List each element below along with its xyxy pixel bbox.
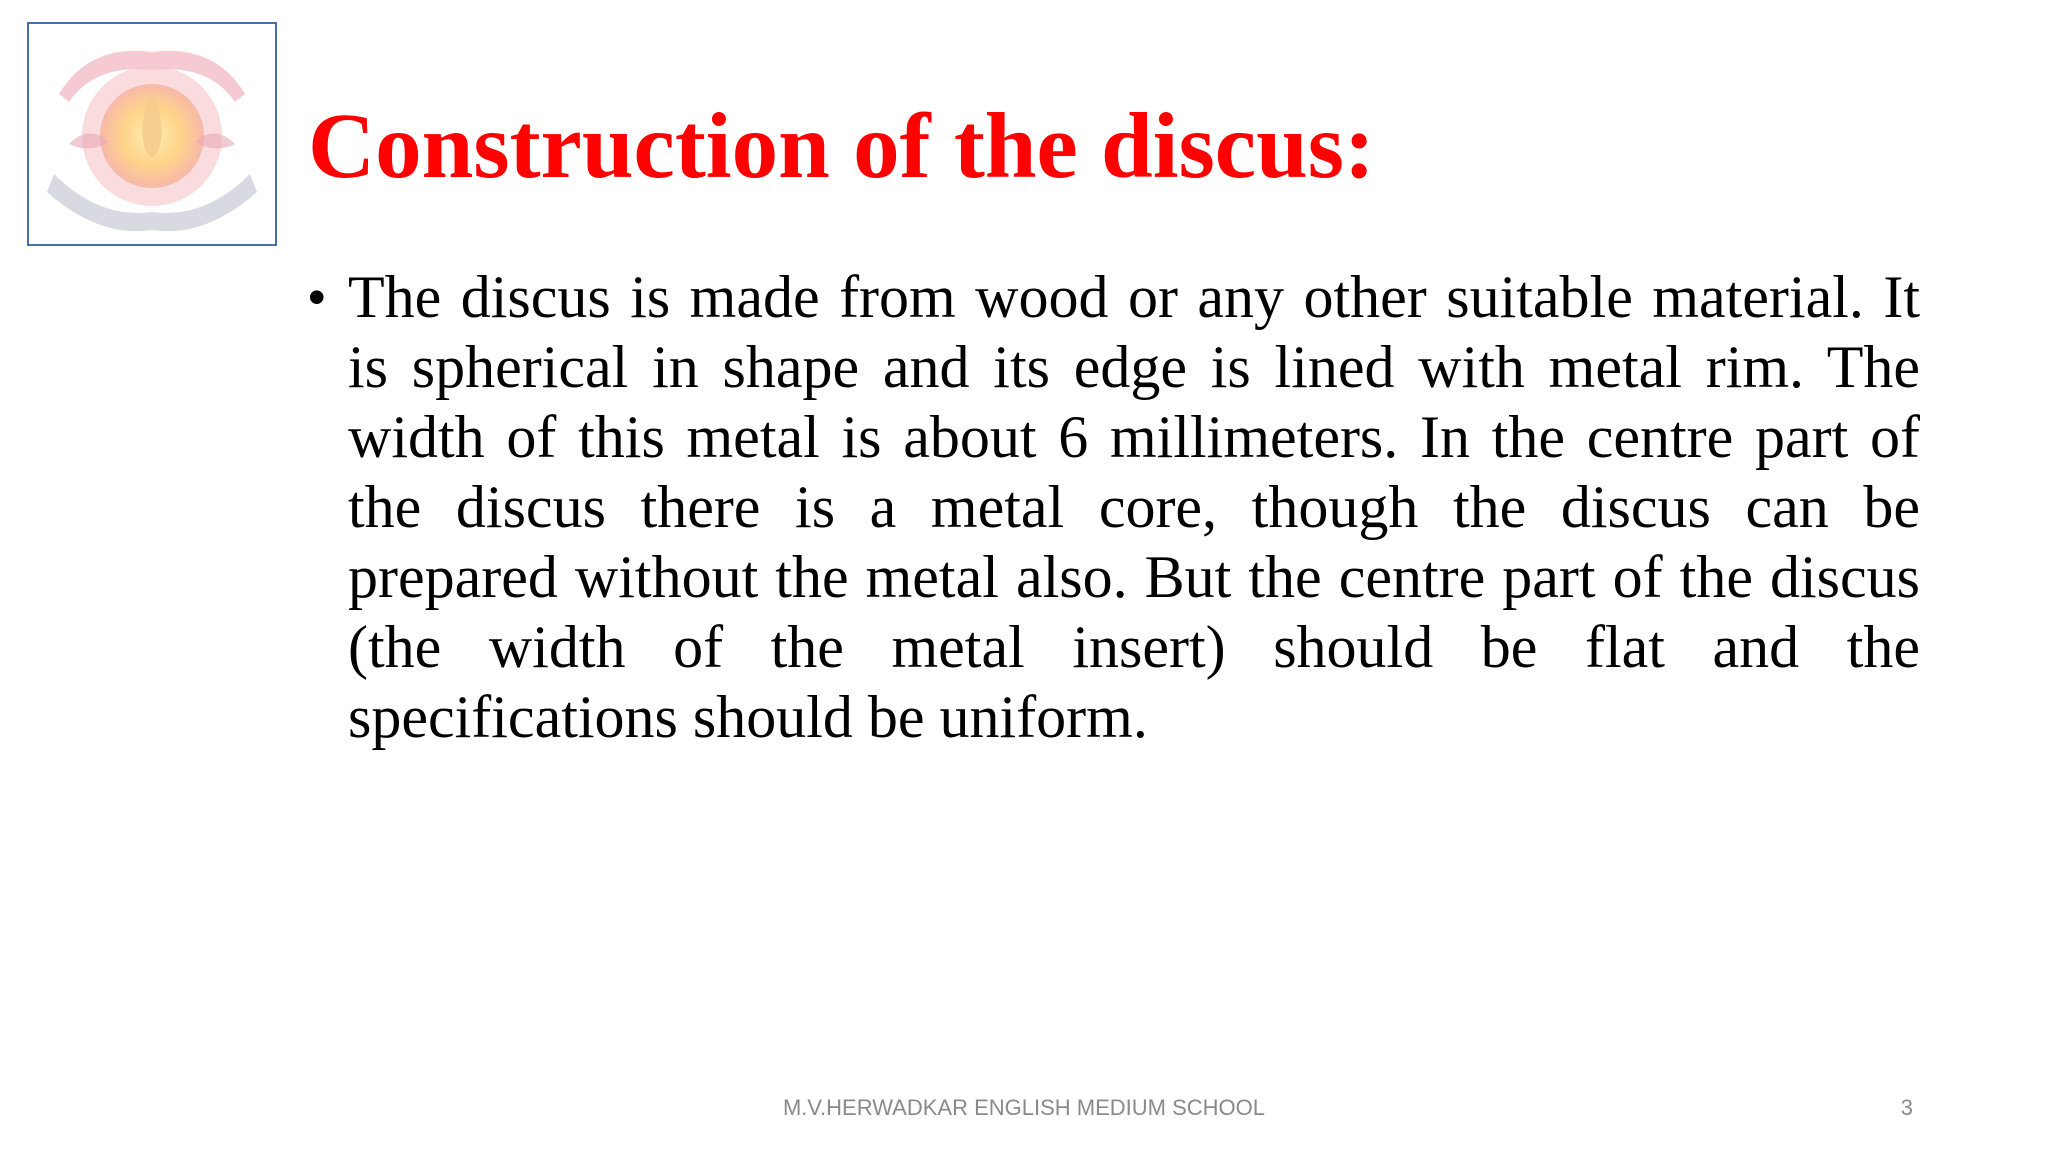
- list-item: [300, 262, 1920, 752]
- slide-title: Construction of the discus:: [308, 95, 1375, 198]
- school-logo: [27, 22, 277, 246]
- bullet-list: [300, 262, 1920, 752]
- bullet-marker: •: [308, 269, 326, 325]
- footer-school-name: M.V.HERWADKAR ENGLISH MEDIUM SCHOOL: [782, 1095, 1266, 1120]
- bullet-text: The discus is made from wood or any other suitable material. It is spherical in shape and its edge is lined with metal rim. The width of this metal is about 6 millimeters. In the centre part of the discus there is a metal core, though the discus can be prepared without the metal also. But the centre part of the discus (the width of the metal insert) should be flat and the specifications should be uniform.: [348, 264, 1920, 750]
- school-emblem-icon: [29, 24, 275, 244]
- page-number: 3: [1900, 1095, 1913, 1120]
